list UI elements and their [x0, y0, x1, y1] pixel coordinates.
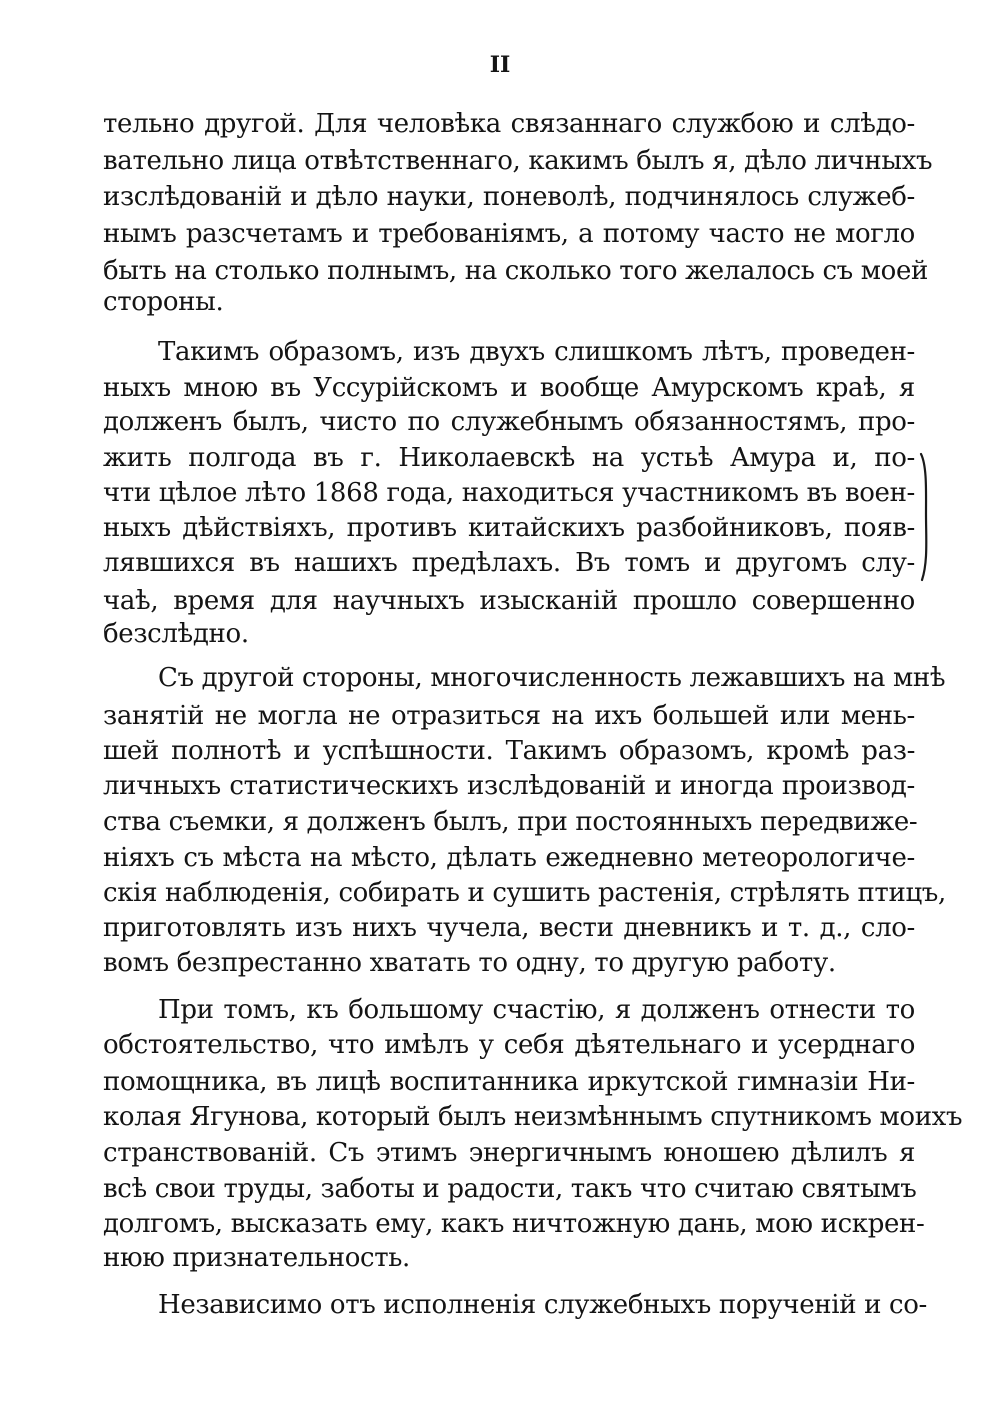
text-line: занятій не могла не отразиться на ихъ большей или мень-	[103, 701, 915, 731]
text-line: скія наблюденія, собирать и сушить растенія, стрѣлять птицъ,	[103, 878, 946, 908]
text-line: изслѣдованій и дѣло науки, поневолѣ, подчинялось служеб-	[103, 182, 915, 212]
text-line: безслѣдно.	[103, 619, 249, 649]
text-line: тельно другой. Для человѣка связаннаго службою и слѣдо-	[103, 109, 915, 139]
text-line: ныхъ дѣйствіяхъ, противъ китайскихъ разбойниковъ, появ-	[103, 513, 915, 543]
text-line: долгомъ, высказать ему, какъ ничтожную дань, мою искрен-	[103, 1209, 925, 1239]
text-line: колая Ягунова, который былъ неизмѣннымъ спутникомъ моихъ	[103, 1102, 963, 1132]
text-line: нюю признательность.	[103, 1243, 410, 1273]
text-line: жить полгода въ г. Николаевскѣ на устьѣ Амура и, по-	[103, 443, 915, 473]
text-line: всѣ свои труды, заботы и радости, такъ что считаю святымъ	[103, 1174, 917, 1204]
text-line: помощника, въ лицѣ воспитанника иркутской гимназіи Ни-	[103, 1067, 915, 1097]
text-line: чти цѣлое лѣто 1868 года, находиться участникомъ въ воен-	[103, 478, 915, 508]
text-line: нымъ разсчетамъ и требованіямъ, а потому часто не могло	[103, 219, 915, 249]
text-line: шей полнотѣ и успѣшности. Такимъ образомъ, кромѣ раз-	[103, 736, 915, 766]
text-line: долженъ былъ, чисто по служебнымъ обязанностямъ, про-	[103, 407, 915, 437]
text-line: лявшихся въ нашихъ предѣлахъ. Въ томъ и другомъ слу-	[103, 548, 915, 578]
text-line: вомъ безпрестанно хватать то одну, то другую работу.	[103, 948, 836, 978]
text-line: вательно лица отвѣтственнаго, какимъ былъ я, дѣло личныхъ	[103, 146, 933, 176]
text-line: приготовлять изъ нихъ чучела, вести дневникъ и т. д., сло-	[103, 913, 915, 943]
text-line: личныхъ статистическихъ изслѣдованій и иногда производ-	[103, 771, 915, 801]
text-line: ства съемки, я долженъ былъ, при постоянныхъ передвиже-	[103, 807, 918, 837]
text-line: обстоятельство, что имѣлъ у себя дѣятельнаго и усерднаго	[103, 1030, 915, 1060]
text-line: При томъ, къ большому счастію, я долженъ отнести то	[158, 995, 915, 1025]
text-line: быть на столько полнымъ, на сколько того желалось съ моей	[103, 256, 928, 286]
text-line: ныхъ мною въ Уссурійскомъ и вообще Амурскомъ краѣ, я	[103, 373, 915, 403]
text-line: Съ другой стороны, многочисленность лежавшихъ на мнѣ	[158, 663, 946, 693]
text-line: странствованій. Съ этимъ энергичнымъ юношею дѣлилъ я	[103, 1138, 915, 1168]
text-line: Независимо отъ исполненія служебныхъ порученій и со-	[158, 1290, 927, 1320]
text-line: стороны.	[103, 287, 224, 317]
margin-bracket-mark	[918, 452, 932, 582]
page-number: II	[489, 52, 511, 78]
text-line: Такимъ образомъ, изъ двухъ слишкомъ лѣтъ, проведен-	[158, 337, 915, 367]
text-line: чаѣ, время для научныхъ изысканій прошло совершенно	[103, 586, 915, 616]
text-line: ніяхъ съ мѣста на мѣсто, дѣлать ежедневно метеорологиче-	[103, 843, 915, 873]
